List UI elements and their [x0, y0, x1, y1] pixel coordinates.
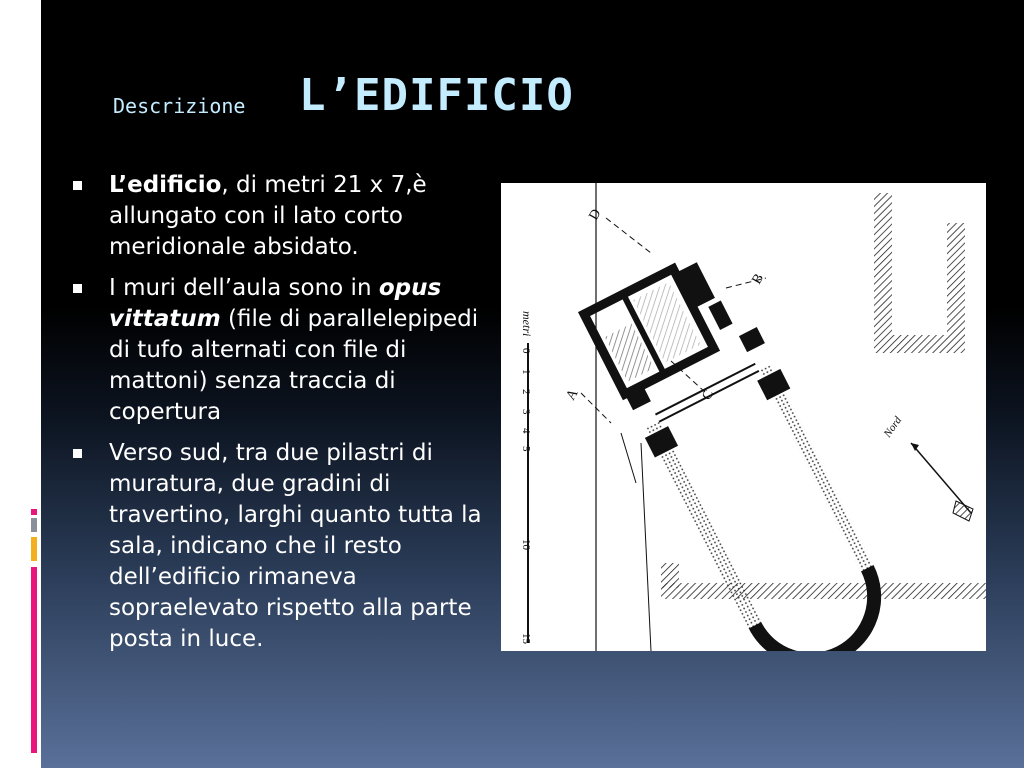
scale-label: metri — [520, 311, 534, 337]
scale-tick-label: 4 — [520, 428, 532, 434]
bullet-1-text — [109, 172, 427, 260]
scale-tick-label: 3 — [520, 409, 532, 415]
bullet-2-text — [109, 275, 478, 425]
scale-tick-label: 5 — [520, 446, 532, 452]
scale-tick-label: 15 — [520, 633, 532, 644]
bullet-1-bold: L’edificio — [109, 172, 222, 198]
north-label: Nord — [881, 414, 905, 440]
bullet-item — [72, 438, 492, 655]
section-label-c: C — [699, 387, 718, 403]
accent-bar-pink-long — [31, 567, 37, 753]
title-prefix: Descrizione — [113, 94, 246, 118]
bullet-list — [72, 170, 492, 665]
scale-bar — [520, 311, 534, 645]
section-label-a: A — [563, 386, 582, 403]
bullet-3-text: Verso sud, tra due pilastri di muratura, due gradini di travertino, larghi quanto tutta la sala, indicano che il resto dell’edificio rimaneva sopraelevato rispetto alla parte posta in luce. — [109, 440, 482, 652]
scale-tick-label: 10 — [520, 539, 532, 550]
bullet-item — [72, 170, 492, 263]
accent-bar-yellow — [31, 537, 37, 561]
accent-bar-pink-top — [31, 509, 37, 515]
section-label-b: B — [749, 271, 768, 287]
site-boundary-lines — [596, 183, 651, 651]
bullet-1-rest: , di metri 21 x 7,è allungato con il lato corto meridionale absidato. — [109, 172, 427, 260]
square-bullet-icon — [73, 181, 82, 190]
floor-plan-image — [501, 183, 986, 651]
bullet-item — [72, 273, 492, 428]
title-main: L’EDIFICIO — [299, 70, 574, 121]
north-arrow-icon — [881, 414, 973, 521]
scale-tick-label: 1 — [520, 369, 532, 375]
bullet-2-start: I muri dell’aula sono in — [109, 275, 379, 301]
square-bullet-icon — [73, 449, 82, 458]
accent-bar-gray — [31, 518, 37, 532]
scale-tick-label: 2 — [520, 389, 532, 395]
bullet-2-rest: (file di parallelepipedi di tufo alternati con file di mattoni) senza traccia di copertura — [109, 306, 479, 425]
bullet-2-bolditalic: opus vittatum — [109, 275, 442, 332]
scale-tick-label: 0 — [520, 348, 532, 354]
square-bullet-icon — [73, 284, 82, 293]
section-label-d: D — [586, 206, 605, 223]
